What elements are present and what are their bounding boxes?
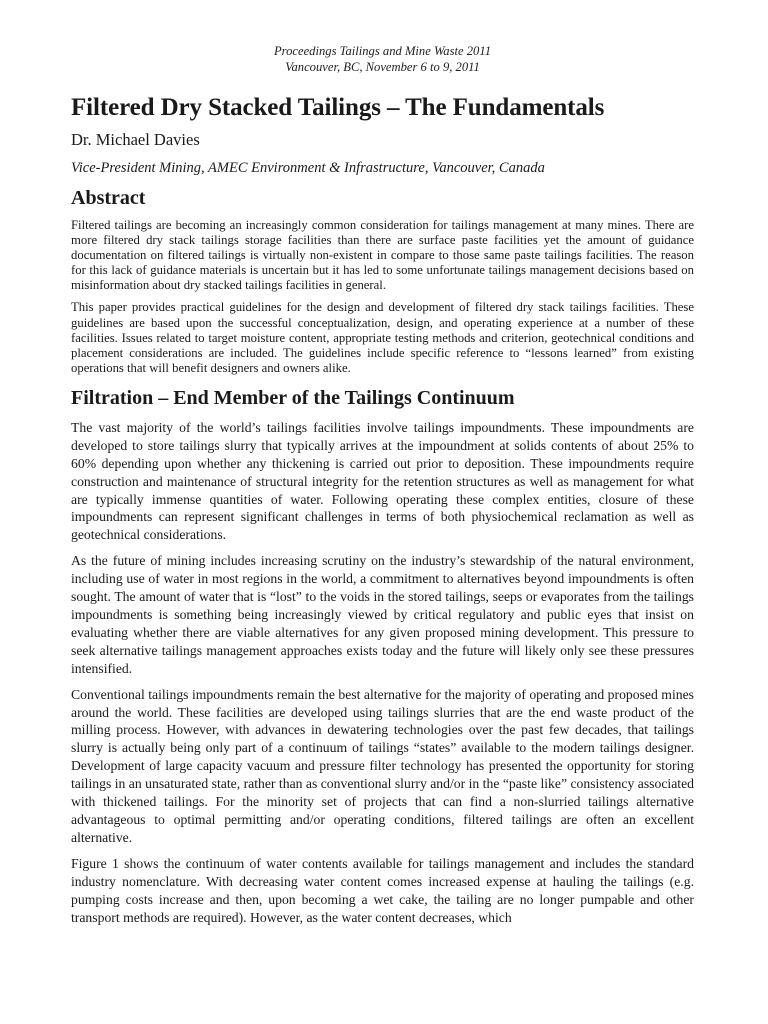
body-paragraph: Conventional tailings impoundments remain the best alternative for the majority of operating and proposed mines around the world. These facilities are developed using tailings slurries that are the end waste product of the milling process. However, with advances in dewatering technologies over the past few decades, that tailings slurry is actually being only part of a continuum of tailings “states” available to the modern tailings designer. Development of large capacity vacuum and pressure filter technology has presented the opportunity for storing tailings in an unsaturated state, rather than as conventional slurry and/or in the “paste like” consistency associated with thickened tailings. For the minority set of projects that can find a non-slurried tailings alternative advantageous to optimal permitting and/or operating conditions, filtered tailings are often an excellent alternative. [71, 686, 694, 845]
header-location-line: Vancouver, BC, November 6 to 9, 2011 [285, 60, 480, 74]
section-heading: Filtration – End Member of the Tailings Continuum [71, 386, 515, 409]
paper-title: Filtered Dry Stacked Tailings – The Fundamentals [71, 94, 605, 121]
abstract-paragraph: This paper provides practical guidelines for the design and development of filtered dry stack tailings facilities. These guidelines are based upon the successful conceptualization, design, and operating experience at a number of these facilities. Issues related to target moisture content, appropriate testing methods and criterion, geotechnical conditions and placement considerations are included. The guidelines include specific reference to “lessons learned” from existing operations that will benefit designers and owners alike. [71, 300, 694, 375]
abstract-paragraph: Filtered tailings are becoming an increasingly common consideration for tailings management at many mines. There are more filtered dry stack tailings storage facilities than there are surface paste facilities yet the amount of guidance documentation on filtered tailings is virtually non-existent in compare to those same paste tailings facilities. The reason for this lack of guidance materials is uncertain but it has led to some unfortunate tailings management decisions based on misinformation about dry stacked tailings facilities in general. [71, 218, 694, 293]
body-paragraph: Figure 1 shows the continuum of water contents available for tailings management and includes the standard industry nomenclature. With decreasing water content comes increased expense at hauling the tailings (e.g. pumping costs increase and then, upon becoming a wet cake, the tailing are no longer pumpable and other transport methods are required). However, as the water content decreases, which [71, 855, 694, 925]
header-conference-line: Proceedings Tailings and Mine Waste 2011 [273, 44, 491, 58]
author-affiliation: Vice-President Mining, AMEC Environment & Infrastructure, Vancouver, Canada [71, 160, 545, 176]
body-paragraph: The vast majority of the world’s tailings facilities involve tailings impoundments. These impoundments are developed to store tailings slurry that typically arrives at the impoundment at solids contents of about 25% to 60% depending upon whether any thickening is carried out prior to deposition. These impoundments require construction and maintenance of structural integrity for the retention structures as well as management for what are typically immense quantities of water. Following operating these complex entities, closure of these impoundments can represent significant challenges in terms of both physiochemical reclamation as well as geotechnical considerations. [71, 419, 694, 543]
author-name: Dr. Michael Davies [71, 130, 200, 149]
paper-page [71, 0, 694, 926]
abstract-heading: Abstract [71, 187, 146, 209]
body-paragraph: As the future of mining includes increasing scrutiny on the industry’s stewardship of the natural environment, including use of water in most regions in the world, a commitment to alternatives beyond impoundments is often sought. The amount of water that is “lost” to the voids in the stored tailings, seeps or evaporates from the tailings impoundments is something being increasingly viewed by critical regulatory and public eyes that insist on evaluating whether there are viable alternatives for any given proposed mining development. This pressure to seek alternative tailings management approaches exists today and the future will likely only see these pressures intensified. [71, 553, 694, 676]
proceedings-header [71, 43, 694, 75]
